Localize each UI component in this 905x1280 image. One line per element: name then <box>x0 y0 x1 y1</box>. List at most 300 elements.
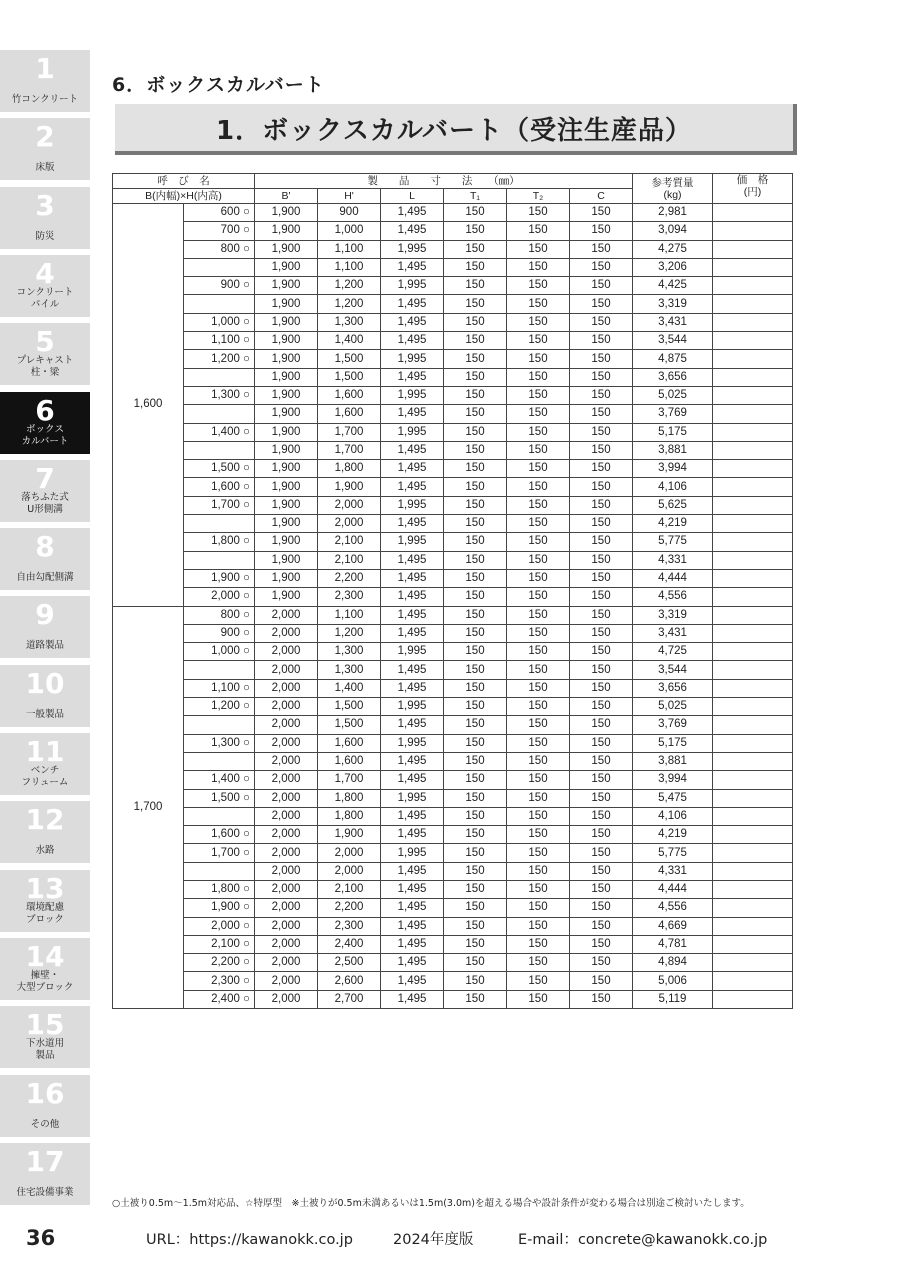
table-cell: 1,100 <box>318 258 381 276</box>
header-col-c: C <box>570 189 633 204</box>
table-row <box>113 551 793 569</box>
table-cell: 150 <box>507 441 570 459</box>
table-cell: 1,900 <box>255 533 318 551</box>
chapter-tab-label: 擁壁・ 大型ブロック <box>16 969 74 993</box>
header-col-t2: T₂ <box>507 189 570 204</box>
price-cell <box>713 496 793 514</box>
price-cell <box>713 240 793 258</box>
table-cell: 150 <box>570 698 633 716</box>
chapter-tab-number: 4 <box>35 256 55 290</box>
table-cell: 1,995 <box>381 789 444 807</box>
table-cell: 150 <box>507 405 570 423</box>
table-cell: 2,000 <box>255 734 318 752</box>
table-cell: 2,000 <box>255 844 318 862</box>
table-cell: 150 <box>570 826 633 844</box>
table-cell: 1,200 <box>318 295 381 313</box>
table-cell: 3,656 <box>633 368 713 386</box>
price-cell <box>713 935 793 953</box>
table-cell: 150 <box>444 405 507 423</box>
table-cell: 150 <box>570 441 633 459</box>
table-cell: 2,100 <box>318 533 381 551</box>
table-cell: 1,495 <box>381 716 444 734</box>
table-row <box>113 295 793 313</box>
table-cell: 3,544 <box>633 332 713 350</box>
inner-height-cell: 2,000 ○ <box>184 588 255 606</box>
table-cell: 1,900 <box>255 441 318 459</box>
inner-height-cell <box>184 807 255 825</box>
chapter-tab-label: その他 <box>30 1118 60 1130</box>
inner-height-cell: 900 ○ <box>184 624 255 642</box>
chapter-tab-number: 8 <box>35 530 55 564</box>
table-cell: 1,495 <box>381 917 444 935</box>
price-cell <box>713 624 793 642</box>
table-cell: 2,000 <box>255 826 318 844</box>
table-cell: 150 <box>507 789 570 807</box>
table-cell: 150 <box>444 990 507 1008</box>
table-cell: 1,495 <box>381 313 444 331</box>
table-cell: 5,175 <box>633 734 713 752</box>
table-cell: 4,275 <box>633 240 713 258</box>
table-cell: 150 <box>507 313 570 331</box>
spec-table <box>112 173 793 1009</box>
inner-height-cell: 1,300 ○ <box>184 734 255 752</box>
chapter-tab-label: 落ちふた式 U形側溝 <box>21 491 69 515</box>
table-cell: 2,000 <box>318 515 381 533</box>
table-cell: 150 <box>570 258 633 276</box>
table-cell: 150 <box>444 313 507 331</box>
chapter-tab-11[interactable] <box>0 733 90 795</box>
table-cell: 150 <box>444 826 507 844</box>
inner-height-cell <box>184 716 255 734</box>
table-cell: 150 <box>507 569 570 587</box>
table-row <box>113 313 793 331</box>
inner-height-cell: 1,400 ○ <box>184 771 255 789</box>
price-cell <box>713 386 793 404</box>
table-cell: 2,000 <box>255 954 318 972</box>
inner-height-cell <box>184 862 255 880</box>
table-cell: 150 <box>507 240 570 258</box>
table-cell: 150 <box>570 496 633 514</box>
table-row <box>113 588 793 606</box>
table-cell: 5,119 <box>633 990 713 1008</box>
chapter-tab-8[interactable] <box>0 528 90 590</box>
table-cell: 2,000 <box>318 862 381 880</box>
chapter-tab-number: 7 <box>35 461 55 495</box>
table-cell: 1,495 <box>381 771 444 789</box>
table-cell: 1,700 <box>318 441 381 459</box>
header-col-b: B' <box>255 189 318 204</box>
table-cell: 1,900 <box>255 569 318 587</box>
chapter-tab-9[interactable] <box>0 596 90 658</box>
chapter-tab-10[interactable] <box>0 665 90 727</box>
inner-height-cell <box>184 405 255 423</box>
table-cell: 2,400 <box>318 935 381 953</box>
table-cell: 150 <box>444 386 507 404</box>
table-cell: 1,995 <box>381 277 444 295</box>
table-cell: 150 <box>507 972 570 990</box>
chapter-tab-label: 床版 <box>35 162 55 174</box>
inner-height-cell: 2,100 ○ <box>184 935 255 953</box>
table-cell: 150 <box>507 862 570 880</box>
chapter-tab-13[interactable] <box>0 870 90 932</box>
table-cell: 5,625 <box>633 496 713 514</box>
table-cell: 2,000 <box>255 862 318 880</box>
table-cell: 150 <box>570 295 633 313</box>
table-cell: 1,495 <box>381 551 444 569</box>
chapter-tab-number: 2 <box>35 120 55 154</box>
table-cell: 4,331 <box>633 551 713 569</box>
inner-height-cell <box>184 368 255 386</box>
chapter-tab-1[interactable] <box>0 50 90 112</box>
table-cell: 150 <box>444 588 507 606</box>
table-cell: 150 <box>507 295 570 313</box>
table-cell: 4,219 <box>633 826 713 844</box>
table-cell: 1,900 <box>318 478 381 496</box>
table-row <box>113 807 793 825</box>
table-cell: 150 <box>507 698 570 716</box>
table-cell: 150 <box>570 643 633 661</box>
table-cell: 1,900 <box>255 588 318 606</box>
table-cell: 1,500 <box>318 368 381 386</box>
table-row <box>113 441 793 459</box>
chapter-tab-number: 16 <box>25 1076 65 1110</box>
chapter-tab-number: 9 <box>35 598 55 632</box>
table-cell: 1,900 <box>255 350 318 368</box>
chapter-tab-4[interactable] <box>0 255 90 317</box>
table-cell: 1,495 <box>381 368 444 386</box>
table-cell: 150 <box>507 368 570 386</box>
table-cell: 1,495 <box>381 807 444 825</box>
chapter-tab-label: 環境配慮 ブロック <box>25 901 64 925</box>
price-cell <box>713 789 793 807</box>
price-cell <box>713 826 793 844</box>
table-cell: 150 <box>444 295 507 313</box>
table-cell: 150 <box>507 734 570 752</box>
table-cell: 2,981 <box>633 204 713 222</box>
chapter-tab-number: 13 <box>25 871 65 905</box>
footer-url[interactable]: URL：https://kawanokk.co.jp <box>146 1232 353 1248</box>
table-cell: 150 <box>570 789 633 807</box>
table-cell: 1,495 <box>381 405 444 423</box>
table-cell: 150 <box>507 661 570 679</box>
footer-email[interactable]: E-mail：concrete@kawanokk.co.jp <box>518 1232 768 1248</box>
price-cell <box>713 405 793 423</box>
table-row <box>113 716 793 734</box>
table-cell: 2,500 <box>318 954 381 972</box>
table-cell: 2,000 <box>255 752 318 770</box>
table-cell: 150 <box>444 368 507 386</box>
table-cell: 150 <box>570 460 633 478</box>
header-dimensions: 製 品 寸 法 （㎜） <box>255 174 633 189</box>
price-cell <box>713 643 793 661</box>
inner-height-cell <box>184 752 255 770</box>
table-cell: 1,000 <box>318 222 381 240</box>
chapter-tab-label: 一般製品 <box>25 708 64 720</box>
inner-height-cell: 1,500 ○ <box>184 460 255 478</box>
price-cell <box>713 752 793 770</box>
inner-height-cell: 700 ○ <box>184 222 255 240</box>
table-cell: 4,875 <box>633 350 713 368</box>
table-cell: 150 <box>570 478 633 496</box>
price-cell <box>713 862 793 880</box>
chapter-tab-label: ベンチ フリューム <box>21 765 69 788</box>
table-cell: 150 <box>507 515 570 533</box>
table-cell: 1,700 <box>318 423 381 441</box>
table-cell: 150 <box>507 643 570 661</box>
table-cell: 150 <box>570 222 633 240</box>
table-cell: 1,900 <box>255 423 318 441</box>
table-cell: 1,495 <box>381 460 444 478</box>
table-cell: 150 <box>570 954 633 972</box>
chapter-tab-2[interactable] <box>0 118 90 180</box>
table-cell: 2,000 <box>255 716 318 734</box>
table-row <box>113 386 793 404</box>
inner-height-cell <box>184 551 255 569</box>
table-cell: 150 <box>570 752 633 770</box>
header-bh: B(内幅)×H(内高) <box>113 189 255 204</box>
table-cell: 150 <box>507 752 570 770</box>
table-cell: 1,900 <box>255 368 318 386</box>
inner-height-cell: 1,100 ○ <box>184 332 255 350</box>
table-cell: 150 <box>570 350 633 368</box>
table-cell: 3,881 <box>633 441 713 459</box>
table-row <box>113 350 793 368</box>
table-cell: 2,300 <box>318 917 381 935</box>
chapter-tab-label: プレキャスト 柱・梁 <box>16 355 74 379</box>
table-cell: 150 <box>444 478 507 496</box>
price-cell <box>713 441 793 459</box>
header-yobina: 呼 び 名 <box>113 174 255 189</box>
table-row <box>113 862 793 880</box>
inner-height-cell: 1,100 ○ <box>184 679 255 697</box>
table-cell: 1,495 <box>381 588 444 606</box>
table-cell: 150 <box>507 954 570 972</box>
table-cell: 1,900 <box>255 258 318 276</box>
inner-height-cell: 2,300 ○ <box>184 972 255 990</box>
table-cell: 150 <box>444 222 507 240</box>
price-cell <box>713 990 793 1008</box>
table-cell: 150 <box>444 258 507 276</box>
price-cell <box>713 771 793 789</box>
inner-height-cell: 1,800 ○ <box>184 533 255 551</box>
inner-height-cell <box>184 295 255 313</box>
chapter-tab-label: 竹コンクリート <box>11 94 79 105</box>
table-cell: 150 <box>507 496 570 514</box>
table-row <box>113 204 793 222</box>
table-cell: 150 <box>507 844 570 862</box>
chapter-tab-7[interactable] <box>0 460 90 522</box>
table-cell: 1,495 <box>381 569 444 587</box>
table-cell: 150 <box>444 789 507 807</box>
table-row <box>113 624 793 642</box>
table-cell: 2,000 <box>255 624 318 642</box>
table-cell: 150 <box>444 332 507 350</box>
table-cell: 150 <box>507 551 570 569</box>
table-cell: 150 <box>570 990 633 1008</box>
table-cell: 5,775 <box>633 533 713 551</box>
table-cell: 1,900 <box>255 386 318 404</box>
price-cell <box>713 734 793 752</box>
table-cell: 1,800 <box>318 807 381 825</box>
table-cell: 150 <box>570 332 633 350</box>
price-cell <box>713 350 793 368</box>
table-cell: 5,475 <box>633 789 713 807</box>
table-cell: 1,495 <box>381 515 444 533</box>
table-row <box>113 332 793 350</box>
table-cell: 1,495 <box>381 606 444 624</box>
table-cell: 150 <box>570 368 633 386</box>
table-cell: 4,331 <box>633 862 713 880</box>
table-cell: 150 <box>570 277 633 295</box>
table-cell: 1,995 <box>381 386 444 404</box>
table-cell: 1,200 <box>318 624 381 642</box>
table-cell: 3,431 <box>633 624 713 642</box>
table-cell: 1,495 <box>381 332 444 350</box>
inner-height-cell: 2,200 ○ <box>184 954 255 972</box>
price-cell <box>713 332 793 350</box>
table-cell: 150 <box>570 313 633 331</box>
inner-height-cell: 1,900 ○ <box>184 569 255 587</box>
price-cell <box>713 899 793 917</box>
table-cell: 150 <box>444 515 507 533</box>
table-cell: 150 <box>507 880 570 898</box>
price-cell <box>713 588 793 606</box>
table-cell: 150 <box>507 460 570 478</box>
chapter-tab-17[interactable] <box>0 1143 90 1205</box>
table-cell: 4,106 <box>633 478 713 496</box>
inner-height-cell: 1,700 ○ <box>184 496 255 514</box>
table-row <box>113 954 793 972</box>
table-cell: 150 <box>570 679 633 697</box>
table-cell: 150 <box>444 204 507 222</box>
price-cell <box>713 844 793 862</box>
table-cell: 1,995 <box>381 496 444 514</box>
table-row <box>113 240 793 258</box>
table-cell: 3,881 <box>633 752 713 770</box>
table-cell: 1,995 <box>381 240 444 258</box>
table-cell: 1,995 <box>381 533 444 551</box>
table-cell: 1,995 <box>381 643 444 661</box>
table-cell: 150 <box>444 935 507 953</box>
price-cell <box>713 807 793 825</box>
price-cell <box>713 478 793 496</box>
table-cell: 3,544 <box>633 661 713 679</box>
table-cell: 1,900 <box>255 551 318 569</box>
price-cell <box>713 222 793 240</box>
price-cell <box>713 533 793 551</box>
chapter-tab-15[interactable] <box>0 1006 90 1068</box>
table-row <box>113 258 793 276</box>
table-row <box>113 771 793 789</box>
table-cell: 1,900 <box>255 204 318 222</box>
table-cell: 1,200 <box>318 277 381 295</box>
chapter-tab-14[interactable] <box>0 938 90 1000</box>
table-cell: 1,900 <box>255 515 318 533</box>
table-cell: 150 <box>444 917 507 935</box>
table-cell: 150 <box>570 661 633 679</box>
table-cell: 1,495 <box>381 862 444 880</box>
table-cell: 2,000 <box>255 643 318 661</box>
table-cell: 1,900 <box>255 332 318 350</box>
table-cell: 4,556 <box>633 588 713 606</box>
inner-height-cell: 1,900 ○ <box>184 899 255 917</box>
table-cell: 1,400 <box>318 679 381 697</box>
table-cell: 1,495 <box>381 222 444 240</box>
price-cell <box>713 423 793 441</box>
table-cell: 150 <box>444 551 507 569</box>
table-cell: 3,319 <box>633 606 713 624</box>
table-row <box>113 533 793 551</box>
inner-height-cell: 1,800 ○ <box>184 880 255 898</box>
table-cell: 3,094 <box>633 222 713 240</box>
inner-height-cell <box>184 661 255 679</box>
table-cell: 150 <box>444 880 507 898</box>
table-cell: 150 <box>507 277 570 295</box>
table-row <box>113 789 793 807</box>
chapter-tab-12[interactable] <box>0 801 90 863</box>
inner-height-cell: 1,000 ○ <box>184 643 255 661</box>
table-cell: 150 <box>444 734 507 752</box>
table-cell: 2,700 <box>318 990 381 1008</box>
table-cell: 5,775 <box>633 844 713 862</box>
table-cell: 2,000 <box>318 844 381 862</box>
table-row <box>113 734 793 752</box>
chapter-tab-3[interactable] <box>0 187 90 249</box>
table-cell: 1,700 <box>318 771 381 789</box>
table-cell: 150 <box>507 716 570 734</box>
inner-height-cell: 600 ○ <box>184 204 255 222</box>
table-cell: 1,900 <box>318 826 381 844</box>
inner-height-cell: 2,000 ○ <box>184 917 255 935</box>
table-row <box>113 679 793 697</box>
inner-height-cell: 1,700 ○ <box>184 844 255 862</box>
table-cell: 1,900 <box>255 313 318 331</box>
table-cell: 1,900 <box>255 240 318 258</box>
table-cell: 150 <box>444 441 507 459</box>
table-cell: 1,495 <box>381 204 444 222</box>
table-cell: 1,600 <box>318 734 381 752</box>
spec-table-body <box>113 204 793 1009</box>
table-cell: 5,006 <box>633 972 713 990</box>
table-row <box>113 752 793 770</box>
chapter-tab-6[interactable] <box>0 392 90 454</box>
chapter-tab-number: 12 <box>25 803 65 837</box>
chapter-tab-16[interactable] <box>0 1075 90 1137</box>
table-cell: 150 <box>507 990 570 1008</box>
table-cell: 1,800 <box>318 460 381 478</box>
table-cell: 1,995 <box>381 698 444 716</box>
table-cell: 5,175 <box>633 423 713 441</box>
page-title: 1．ボックスカルバート（受注生産品） <box>215 116 692 146</box>
table-cell: 1,995 <box>381 734 444 752</box>
table-cell: 150 <box>444 972 507 990</box>
table-cell: 4,725 <box>633 643 713 661</box>
chapter-tab-5[interactable] <box>0 323 90 385</box>
table-cell: 2,300 <box>318 588 381 606</box>
price-cell <box>713 295 793 313</box>
chapter-tab-number: 15 <box>25 1008 65 1042</box>
section-heading: 6．ボックスカルバート <box>112 74 325 96</box>
page-number: 36 <box>26 1226 56 1250</box>
table-row <box>113 990 793 1008</box>
table-cell: 1,900 <box>255 295 318 313</box>
table-row <box>113 880 793 898</box>
inner-height-cell: 1,000 ○ <box>184 313 255 331</box>
table-cell: 150 <box>507 258 570 276</box>
table-cell: 1,400 <box>318 332 381 350</box>
table-cell: 150 <box>444 899 507 917</box>
table-cell: 1,495 <box>381 295 444 313</box>
